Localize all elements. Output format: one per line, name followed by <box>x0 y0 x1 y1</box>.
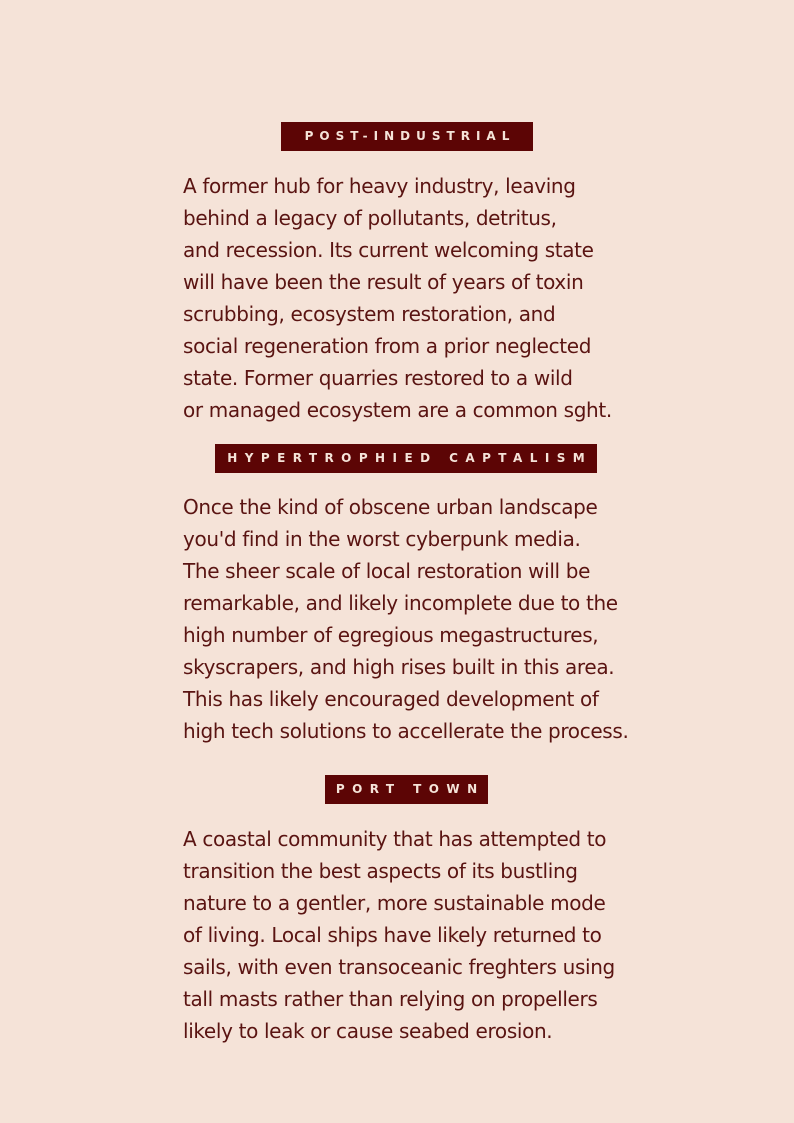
section-heading-post-industrial: POST-INDUSTRIAL <box>281 122 533 151</box>
body-line: and recession. Its current welcoming state <box>183 238 594 262</box>
body-line: tall masts rather than relying on propellers <box>183 987 598 1011</box>
body-line: A former hub for heavy industry, leaving <box>183 174 576 198</box>
body-line: sails, with even transoceanic freghters using <box>183 955 615 979</box>
body-line: transition the best aspects of its bustling <box>183 859 578 883</box>
body-line: This has likely encouraged development of <box>183 687 599 711</box>
body-line: skyscrapers, and high rises built in this area. <box>183 655 615 679</box>
body-line: state. Former quarries restored to a wild <box>183 366 573 390</box>
body-line: high number of egregious megastructures, <box>183 623 599 647</box>
body-line: will have been the result of years of toxin <box>183 270 584 294</box>
body-line: nature to a gentler, more sustainable mode <box>183 891 606 915</box>
body-line: or managed ecosystem are a common sght. <box>183 398 612 422</box>
section-heading-port-town: PORT TOWN <box>325 775 488 804</box>
body-line: of living. Local ships have likely returned to <box>183 923 602 947</box>
section-body-port-town <box>183 823 683 1047</box>
body-line: The sheer scale of local restoration will be <box>183 559 591 583</box>
body-line: Once the kind of obscene urban landscape <box>183 495 598 519</box>
section-body-hypertrophied-captalism <box>183 491 683 747</box>
body-line: remarkable, and likely incomplete due to the <box>183 591 618 615</box>
body-line: likely to leak or cause seabed erosion. <box>183 1019 553 1043</box>
body-line: social regeneration from a prior neglected <box>183 334 592 358</box>
body-line: scrubbing, ecosystem restoration, and <box>183 302 556 326</box>
section-heading-hypertrophied-captalism: HYPERTROPHIED CAPTALISM <box>215 444 597 473</box>
section-body-post-industrial <box>183 170 683 426</box>
body-line: you'd find in the worst cyberpunk media. <box>183 527 581 551</box>
body-line: high tech solutions to accellerate the process. <box>183 719 629 743</box>
body-line: behind a legacy of pollutants, detritus, <box>183 206 557 230</box>
body-line: A coastal community that has attempted to <box>183 827 607 851</box>
